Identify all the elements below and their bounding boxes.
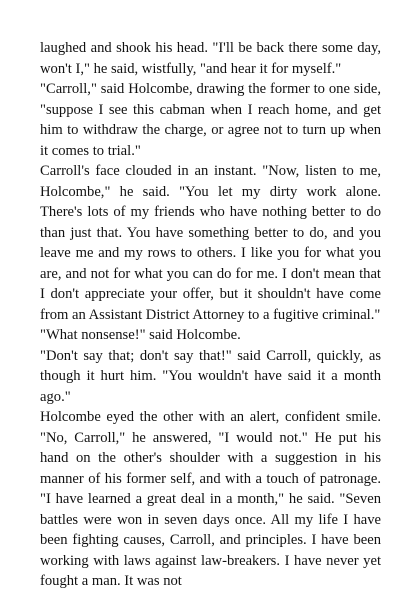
book-page-text xyxy=(40,38,381,592)
paragraph: laughed and shook his head. "I'll be back there some day, won't I," he said, wistfully, "and hear it for myself." xyxy=(40,40,381,77)
paragraph: Holcombe eyed the other with an alert, confident smile. "No, Carroll," he answered, "I would not." He put his hand on the other's shoulder with a suggestion in his manner of his former self, and with a touch of patronage. "I have learned a great deal in a month," he said. "Seven battles were won in seven days once. All my life I have been fighting causes, Carroll, and principles. I have been working with laws against law-breakers. I have never yet fought a man. It was not xyxy=(40,409,381,589)
paragraph: "Carroll," said Holcombe, drawing the former to one side, "suppose I see this cabman when I reach home, and get him to withdraw the charge, or agree not to turn up when it comes to trial." xyxy=(40,81,381,159)
paragraph: Carroll's face clouded in an instant. "Now, listen to me, Holcombe," he said. "You let my dirty work alone. There's lots of my friends who have nothing better to do than just that. You have something better to do, and you leave me and my rows to others. I like you for what you are, and not for what you can do for me. I don't mean that I don't appreciate your offer, but it shouldn't have come from an Assistant District Attorney to a fugitive criminal." xyxy=(40,163,381,323)
paragraph: "What nonsense!" said Holcombe. xyxy=(40,327,241,343)
paragraph: "Don't say that; don't say that!" said Carroll, quickly, as though it hurt him. "You wouldn't have said it a month ago." xyxy=(40,347,381,405)
